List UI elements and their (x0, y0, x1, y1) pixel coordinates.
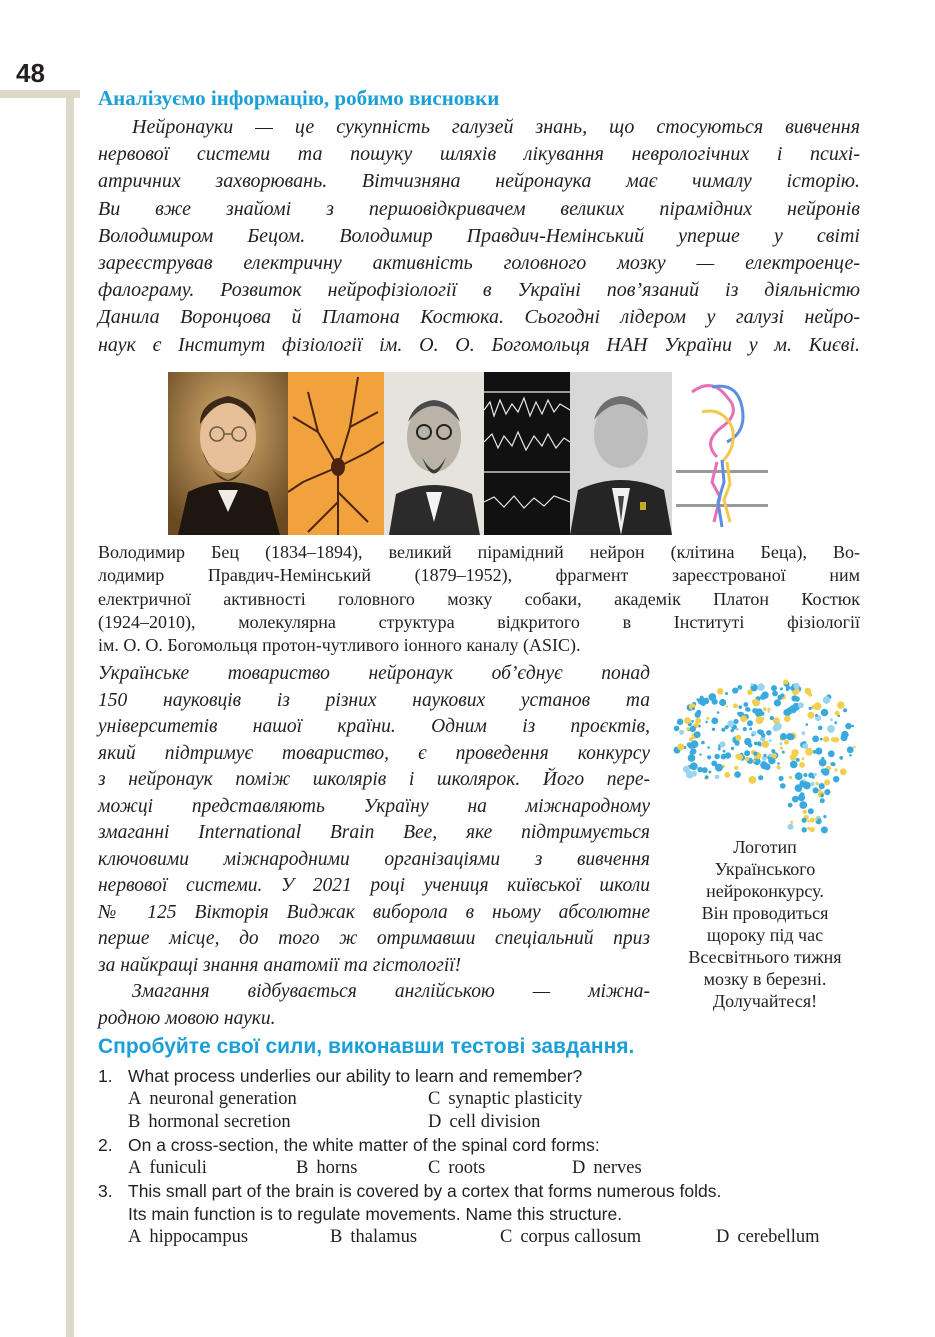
question-1-options-row-1 (98, 1088, 878, 1111)
logo-caption-line: Він проводиться (701, 903, 829, 923)
logo-dot (802, 827, 807, 832)
logo-dot (803, 782, 811, 790)
logo-dot (707, 755, 711, 759)
brain-bee-logo-image (668, 660, 862, 835)
question-number: 2. (98, 1135, 113, 1155)
logo-dot (808, 808, 814, 814)
logo-dot (756, 709, 760, 713)
logo-dot (823, 736, 829, 742)
logo-dot (827, 725, 835, 733)
society-line: ключовими міжнародними організаціями з вивчення (98, 848, 650, 870)
logo-dot (696, 710, 701, 715)
society-line: університетів нашої країни. Одним із проєктів, (98, 716, 650, 737)
question-1 (98, 1065, 878, 1088)
logo-dot (758, 775, 763, 780)
society-line: можці представляють Україну на міжнародному (98, 795, 650, 817)
logo-dot (715, 764, 723, 772)
question-2-options (98, 1157, 878, 1180)
logo-dot (793, 683, 799, 689)
logo-dot (780, 687, 783, 690)
logo-dot (845, 723, 851, 729)
logo-dot (725, 752, 731, 758)
logo-dot (853, 746, 856, 749)
question-number: 3. (98, 1181, 113, 1201)
photo-caption (98, 541, 860, 657)
logo-dot (802, 818, 807, 823)
portrait-kostyuk-image (570, 372, 672, 535)
logo-dot (753, 699, 760, 706)
logo-dot (691, 720, 694, 723)
logo-dot (834, 768, 837, 771)
society-line: родною мовою науки. (98, 1007, 276, 1029)
logo-dot (699, 753, 701, 755)
logo-dot (734, 771, 741, 778)
logo-dot (718, 688, 721, 691)
logo-dot (820, 794, 824, 798)
analysis-line: нервової системи та пошуку шляхів лікування неврологічних і психі- (98, 143, 860, 166)
logo-dot (751, 683, 754, 686)
logo-caption (668, 836, 862, 1012)
society-line: № 125 Вікторія Виджак виборола в ньому абсолютне (98, 901, 650, 923)
logo-dot (815, 782, 819, 786)
logo-dot (779, 776, 784, 781)
logo-dot (763, 707, 767, 711)
logo-dot (753, 760, 755, 762)
logo-dot (821, 709, 829, 717)
logo-dot (795, 772, 803, 780)
society-line: Змагання відбувається англійською — міжна- (132, 981, 650, 1002)
logo-dot (737, 685, 742, 690)
logo-dot (843, 708, 847, 712)
logo-caption-line: Всесвітнього тижня (688, 947, 842, 967)
logo-dot (822, 768, 830, 776)
logo-dot (795, 784, 803, 792)
logo-dot (819, 783, 825, 789)
logo-dot (746, 708, 750, 712)
logo-dot (830, 718, 833, 721)
logo-dot (706, 717, 709, 720)
logo-dot (768, 708, 771, 711)
photo-strip (168, 372, 772, 535)
logo-dot (733, 719, 738, 724)
caption-line: електричної активності головного мозку собаки, академік Платон Костюк (98, 588, 860, 609)
logo-dot (852, 725, 855, 728)
logo-dot (717, 711, 720, 714)
logo-dot (834, 721, 837, 724)
logo-dot (780, 733, 787, 740)
logo-dot (782, 751, 785, 754)
logo-dot (699, 698, 706, 705)
logo-dot (819, 789, 822, 792)
logo-dot (786, 688, 789, 691)
logo-dot (790, 754, 797, 761)
logo-dot (780, 742, 783, 745)
logo-dot (771, 749, 775, 753)
logo-dot (803, 779, 806, 782)
logo-dot (740, 715, 747, 722)
logo-dot (823, 696, 831, 704)
option-d[interactable]: D cerebellum (716, 1227, 820, 1247)
logo-dot (687, 742, 692, 747)
logo-dot (783, 679, 788, 684)
caption-line: (1924–2010), молекулярна структура відкритого в Інституті фізіології (98, 611, 860, 632)
logo-dot (723, 750, 726, 753)
logo-caption-line: мозку в березні. (703, 969, 827, 989)
logo-dot (773, 725, 780, 732)
logo-dot (839, 756, 843, 760)
logo-dot (801, 731, 805, 735)
logo-dot (725, 692, 728, 695)
logo-dot (810, 782, 814, 786)
logo-dot (688, 754, 696, 762)
logo-dot (808, 772, 814, 778)
logo-dot (761, 733, 765, 737)
logo-dot (725, 725, 729, 729)
logo-dot (847, 746, 854, 753)
logo-dot (821, 826, 828, 833)
logo-dot (679, 730, 684, 735)
option-b[interactable]: B horns (296, 1158, 358, 1178)
logo-dot (769, 739, 772, 742)
logo-dot (749, 727, 752, 730)
logo-dot (762, 741, 769, 748)
logo-dot (695, 718, 701, 724)
question-3 (98, 1180, 878, 1203)
logo-dot (771, 753, 776, 758)
logo-dot (757, 683, 765, 691)
logo-dot (772, 691, 778, 697)
option-a[interactable]: A funiculi (128, 1158, 207, 1178)
logo-dot (833, 740, 836, 743)
society-paragraph (98, 660, 650, 1031)
logo-dot (784, 715, 791, 722)
logo-dot (743, 702, 748, 707)
logo-dot (805, 688, 812, 695)
logo-dot (824, 789, 830, 795)
logo-dot (719, 699, 726, 706)
logo-dot (777, 762, 780, 765)
society-line: який підтримує товариство, є проведення конкурсу (98, 742, 650, 764)
society-line: за найкращі знання анатомії та гістології! (98, 954, 462, 976)
logo-dot (724, 772, 730, 778)
logo-dot (734, 766, 738, 770)
logo-dot (787, 824, 793, 830)
logo-dot (745, 757, 749, 761)
logo-dot (786, 707, 793, 714)
logo-dot (677, 744, 684, 751)
logo-caption-line: щороку під час (706, 925, 824, 945)
question-text: Its main function is to regulate movements. Name this structure. (128, 1204, 623, 1224)
option-a[interactable]: A neuronal generation (128, 1089, 297, 1109)
logo-dot (732, 688, 738, 694)
question-text: What process underlies our ability to learn and remember? (128, 1066, 583, 1086)
option-d[interactable]: D nerves (572, 1158, 642, 1178)
logo-dot (707, 746, 710, 749)
logo-dot (837, 701, 845, 709)
logo-dot (823, 815, 826, 818)
question-2 (98, 1134, 878, 1157)
logo-dot (812, 736, 819, 743)
question-3-options (98, 1226, 878, 1249)
logo-dot (835, 711, 840, 716)
logo-dot (708, 771, 711, 774)
logo-dot (708, 693, 716, 701)
question-1-options-row-2 (98, 1111, 878, 1134)
logo-dot (803, 810, 807, 814)
logo-dot (726, 705, 728, 707)
logo-dot (818, 726, 823, 731)
logo-dot (815, 818, 818, 821)
logo-caption-line: Долучайтеся! (712, 991, 818, 1011)
logo-dot (677, 719, 684, 726)
logo-dot (820, 738, 823, 741)
logo-dot (712, 728, 715, 731)
caption-line: лодимир Правдич-Немінський (1879–1952), фрагмент зареєстрованої ним (98, 565, 860, 586)
caption-line: ім. О. О. Богомольця протон-чутливого іонного каналу (ASIC). (98, 635, 581, 656)
logo-dot (807, 820, 810, 823)
page-number: 48 (16, 58, 45, 88)
logo-dot (747, 720, 753, 726)
logo-dot (674, 726, 677, 729)
logo-dot (803, 773, 807, 777)
logo-dot (790, 761, 798, 769)
margin-bar-vertical (66, 90, 74, 1337)
logo-dot (780, 747, 783, 750)
logo-dot (753, 752, 757, 756)
logo-dot (832, 762, 836, 766)
question-text: On a cross-section, the white matter of the spinal cord forms: (128, 1135, 600, 1155)
logo-dot (760, 694, 766, 700)
logo-dot (689, 737, 693, 741)
analysis-line: Данила Воронцова й Платона Костюка. Сьогодні лідером у галузі нейро- (98, 306, 860, 329)
logo-dot (743, 727, 747, 731)
question-text: This small part of the brain is covered by a cortex that forms numerous folds. (128, 1181, 722, 1201)
logo-dot (690, 748, 696, 754)
logo-dot (690, 762, 698, 770)
logo-dot (711, 717, 718, 724)
logo-dot (714, 754, 720, 760)
option-a[interactable]: A hippocampus (128, 1227, 249, 1247)
option-c[interactable]: C corpus callosum (500, 1227, 642, 1247)
logo-dot (820, 798, 825, 803)
society-line: 150 науковців із різних наукових установ та (98, 689, 650, 711)
society-line: нервової системи. У 2021 році учениця київської школи (98, 875, 650, 896)
logo-dot (700, 768, 703, 771)
option-b[interactable]: B thalamus (330, 1227, 418, 1247)
logo-caption-line: Українського (714, 859, 816, 879)
logo-dot (684, 717, 691, 724)
logo-dot (744, 750, 750, 756)
logo-dot (802, 743, 808, 749)
logo-dot (833, 737, 836, 740)
pyramidal-neuron-image (288, 372, 384, 535)
analysis-heading: Аналізуємо інформацію, робимо висновки (98, 86, 500, 110)
logo-dot (813, 787, 819, 793)
logo-dot (705, 775, 709, 779)
analysis-line: наук є Інститут фізіології ім. О. О. Богомольця НАН України у м. Києві. (98, 333, 860, 356)
logo-dot (701, 741, 705, 745)
logo-dot (798, 794, 805, 801)
logo-dot (718, 747, 721, 750)
analysis-line: Ви вже знайомі з першовідкривачем великих пірамідних нейронів (98, 197, 860, 220)
analysis-line: зареєстрував електричну активність головного мозку — електроенце- (98, 251, 860, 274)
logo-dot (735, 741, 740, 746)
logo-dot (771, 685, 777, 691)
logo-dot (806, 723, 809, 726)
logo-dot (760, 761, 768, 769)
logo-dot (849, 754, 852, 757)
option-b[interactable]: B hormonal secretion (128, 1112, 291, 1132)
logo-dot (757, 729, 762, 734)
logo-dot (792, 796, 799, 803)
analysis-line: атричних захворювань. Вітчизняна нейронаука має чималу історію. (98, 170, 860, 193)
logo-dot (799, 801, 807, 809)
society-line: перше місце, до того ж отримавши спеціальний приз (98, 928, 650, 949)
society-line: з нейронаук поміж школярів і школярок. Його пере- (98, 769, 650, 790)
question-number: 1. (98, 1066, 113, 1086)
logo-dot (737, 754, 743, 760)
logo-dot (747, 689, 753, 695)
question-3-continued (98, 1203, 878, 1226)
analysis-line: Володимиром Бецом. Володимир Правдич-Немінський уперше у світі (98, 224, 860, 247)
portrait-betz-image (168, 372, 288, 535)
logo-dot (715, 775, 720, 780)
logo-dot (692, 707, 695, 710)
logo-dot (799, 762, 805, 768)
logo-dot (791, 695, 797, 701)
portrait-pravdich-neminsky-image (384, 372, 484, 535)
logo-dot (790, 821, 793, 824)
option-c[interactable]: C synaptic plasticity (428, 1089, 583, 1109)
logo-dot (735, 735, 741, 741)
logo-dot (777, 695, 782, 700)
logo-dot (766, 730, 771, 735)
logo-dot (738, 705, 742, 709)
logo-dot (807, 712, 814, 719)
analysis-section (98, 86, 860, 359)
tests-heading: Спробуйте свої сили, виконавши тестові завдання. (98, 1035, 635, 1058)
logo-dot (733, 703, 738, 708)
logo-dot (731, 747, 734, 750)
eeg-recording-image (484, 372, 570, 535)
logo-dot (788, 734, 795, 741)
logo-dot (776, 765, 780, 769)
logo-dot (815, 748, 822, 755)
logo-dot (824, 780, 830, 786)
logo-dot (686, 727, 689, 730)
logo-dot (814, 773, 817, 776)
option-c[interactable]: C roots (428, 1158, 486, 1178)
logo-caption-line: нейроконкурсу. (706, 881, 824, 901)
analysis-paragraph (98, 114, 860, 359)
logo-dot (815, 714, 818, 717)
logo-dot (690, 726, 696, 732)
logo-caption-line: Логотип (733, 837, 797, 857)
option-d[interactable]: D cell division (428, 1112, 541, 1132)
analysis-line: фалограму. Розвиток нейрофізіології в Україні пов’язаний із діяльністю (98, 279, 860, 302)
logo-dot (763, 754, 766, 757)
logo-dot (805, 748, 813, 756)
logo-dot (833, 776, 839, 782)
logo-dot (784, 740, 789, 745)
logo-dot (802, 757, 805, 760)
logo-dot (780, 783, 786, 789)
logo-dot (810, 827, 815, 832)
logo-dot (810, 818, 815, 823)
logo-dot (691, 771, 697, 777)
logo-dot (776, 702, 779, 705)
logo-dot (798, 702, 804, 708)
logo-dot (789, 776, 792, 779)
asic-channel-structure-image (672, 372, 772, 535)
logo-dot (788, 803, 793, 808)
society-line: Українське товариство нейронаук об’єднує понад (98, 663, 650, 684)
tests-section (98, 1035, 878, 1249)
logo-dot (809, 707, 812, 710)
logo-dot (840, 768, 847, 775)
logo-dot (705, 721, 708, 724)
society-line: змаганні International Brain Bee, яке підтримується (98, 822, 650, 843)
logo-dot (761, 717, 764, 720)
logo-dot (759, 744, 762, 747)
logo-dot (751, 734, 753, 736)
logo-dot (821, 757, 824, 760)
logo-dot (841, 731, 849, 739)
analysis-line: Нейронауки — це сукупність галузей знань, що стосуються вивчення (132, 116, 860, 138)
logo-dot (828, 750, 835, 757)
caption-line: Володимир Бец (1834–1894), великий пірамідний нейрон (клітина Беца), Во- (98, 542, 860, 562)
logo-dot (749, 776, 757, 784)
logo-dot (719, 741, 725, 747)
logo-dot (744, 738, 751, 745)
logo-dot (796, 758, 800, 762)
logo-dot (694, 731, 701, 738)
logo-dot (814, 702, 822, 710)
logo-dot (768, 711, 770, 713)
